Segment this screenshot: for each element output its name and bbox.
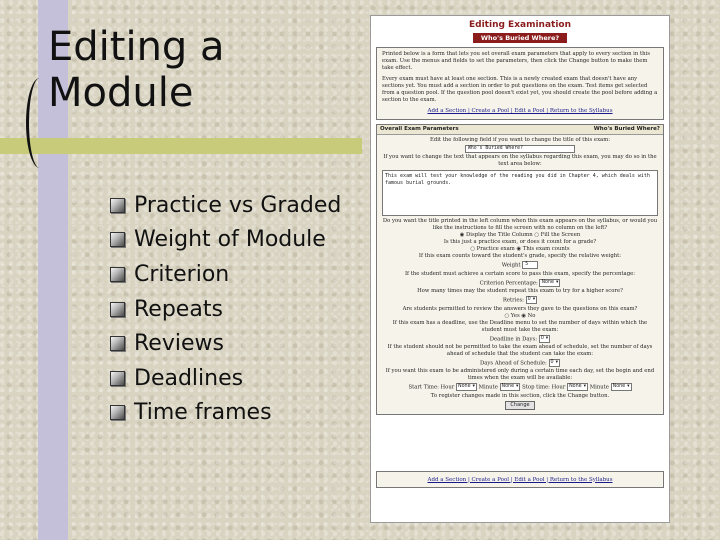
practice-radio-group[interactable]: ○ Practice exam ◉ This exam counts xyxy=(470,246,570,253)
bullet-list xyxy=(110,188,341,430)
review-radio-group[interactable]: ○ Yes ◉ No xyxy=(504,312,536,319)
practice-question: Is this just a practice exam, or does it count for a grade? xyxy=(443,239,597,246)
slide-title-line1: Editing a xyxy=(48,24,225,70)
bullet-item: Repeats xyxy=(110,292,341,327)
change-instruction: To register changes made in this section, click the Change button. xyxy=(430,392,610,399)
retries-select[interactable]: 0 ▾ xyxy=(526,296,537,304)
start-minute-select[interactable]: None ▾ xyxy=(500,383,521,391)
slide-title xyxy=(48,24,225,116)
bottom-nav-links[interactable]: Add a Section | Create a Pool | Edit a Pool | Return to the Syllabus xyxy=(427,476,613,483)
exam-title-input[interactable]: Who's Buried Where? xyxy=(465,145,575,153)
time-question: If you want this exam to be administered only during a certain time each day, set the begin and end times when the exam will be available: xyxy=(385,368,655,382)
criterion-label: Criterion Percentage: xyxy=(479,280,538,287)
display-question: Do you want the title printed in the left column when this exam appears on the syllabus, or would you like the instructions to fill the screen with no column on the left? xyxy=(382,218,658,232)
parameters-header-label: Overall Exam Parameters xyxy=(380,125,459,132)
bullet-item: Time frames xyxy=(110,396,341,431)
ahead-select[interactable]: 0 ▾ xyxy=(549,359,560,367)
weight-input[interactable]: 5 xyxy=(522,261,538,269)
nav-links[interactable]: Add a Section | Create a Pool | Edit a Pool | Return to the Syllabus xyxy=(427,108,613,115)
stop-minute-label: Minute xyxy=(589,384,609,391)
deadline-label: Deadline in Days: xyxy=(489,336,538,343)
weight-question: If this exam counts toward the student's grade, specify the relative weight: xyxy=(418,253,622,260)
criterion-question: If the student must achieve a certain score to pass this exam, specify the percentage: xyxy=(404,270,636,277)
exam-parameters-form xyxy=(376,124,664,415)
criterion-select[interactable]: None ▾ xyxy=(539,279,560,287)
retries-question: How many times may the student repeat this exam to try for a higher score? xyxy=(417,288,623,295)
intro-paragraph: Every exam must have at least one section. This is a newly created exam that doesn't have any sections yet. You must add a section in order to put questions on the exam. Test items get selected from a question pool. If the question pool doesn't exist yet, you should create the pool before adding a section to the exam. xyxy=(382,76,658,104)
retries-label: Retries: xyxy=(502,297,524,304)
slide-title-line2: Module xyxy=(48,70,194,116)
bullet-square-icon xyxy=(110,371,125,386)
start-minute-label: Minute xyxy=(478,384,498,391)
change-button[interactable]: Change xyxy=(505,401,534,410)
start-hour-label: Start Time: Hour xyxy=(408,384,455,391)
bullet-item: Criterion xyxy=(110,257,341,292)
exam-name-button[interactable]: Who's Buried Where? xyxy=(473,33,567,44)
deadline-select[interactable]: 0 ▾ xyxy=(539,335,550,343)
bullet-square-icon xyxy=(110,232,125,247)
decorative-bracket xyxy=(26,78,49,168)
stop-minute-select[interactable]: None ▾ xyxy=(611,383,632,391)
bullet-square-icon xyxy=(110,198,125,213)
weight-label: Weight xyxy=(501,262,521,269)
bullet-square-icon xyxy=(110,302,125,317)
parameters-header xyxy=(377,125,663,135)
bullet-item: Reviews xyxy=(110,326,341,361)
deadline-question: If this exam has a deadline, use the Deadline menu to set the number of days within which the student must take the exam: xyxy=(392,319,648,333)
bullet-item: Practice vs Graded xyxy=(110,188,341,223)
ahead-question: If the student should not be permitted to take the exam ahead of schedule, set the number of days ahead of schedule that the student can take the exam: xyxy=(387,344,653,358)
bullet-square-icon xyxy=(110,405,125,420)
editing-examination-screenshot xyxy=(370,15,670,523)
bullet-item: Weight of Module xyxy=(110,223,341,258)
bullet-square-icon xyxy=(110,267,125,282)
parameters-header-exam: Who's Buried Where? xyxy=(593,125,660,132)
exam-page-title: Editing Examination xyxy=(469,20,571,30)
stop-hour-select[interactable]: None ▾ xyxy=(567,383,588,391)
description-textarea[interactable]: This exam will test your knowledge of the reading you did in Chapter 4, which deals with famous burial grounds. xyxy=(382,170,658,216)
stop-hour-label: Stop time: Hour xyxy=(522,384,566,391)
decorative-horizontal-bar xyxy=(0,138,362,154)
review-question: Are students permitted to review the answers they gave to the questions on this exam? xyxy=(402,305,638,312)
bottom-links-box xyxy=(376,471,664,488)
start-hour-select[interactable]: None ▾ xyxy=(456,383,477,391)
bullet-square-icon xyxy=(110,336,125,351)
ahead-label: Days Ahead of Schedule: xyxy=(480,360,547,367)
display-radio-group[interactable]: ◉ Display the Title Column ○ Fill the Screen xyxy=(459,232,581,239)
intro-paragraph: Printed below is a form that lets you set overall exam parameters that apply to every section in this exam. Use the menus and fields to set the parameters, then click the Change button to make them take effect. xyxy=(382,51,650,72)
bullet-item: Deadlines xyxy=(110,361,341,396)
intro-box xyxy=(376,47,664,119)
title-question: Edit the following field if you want to change the title of this exam: xyxy=(429,136,611,143)
description-question: If you want to change the text that appears on the syllabus regarding this exam, you may do so in the text area below: xyxy=(383,154,657,168)
